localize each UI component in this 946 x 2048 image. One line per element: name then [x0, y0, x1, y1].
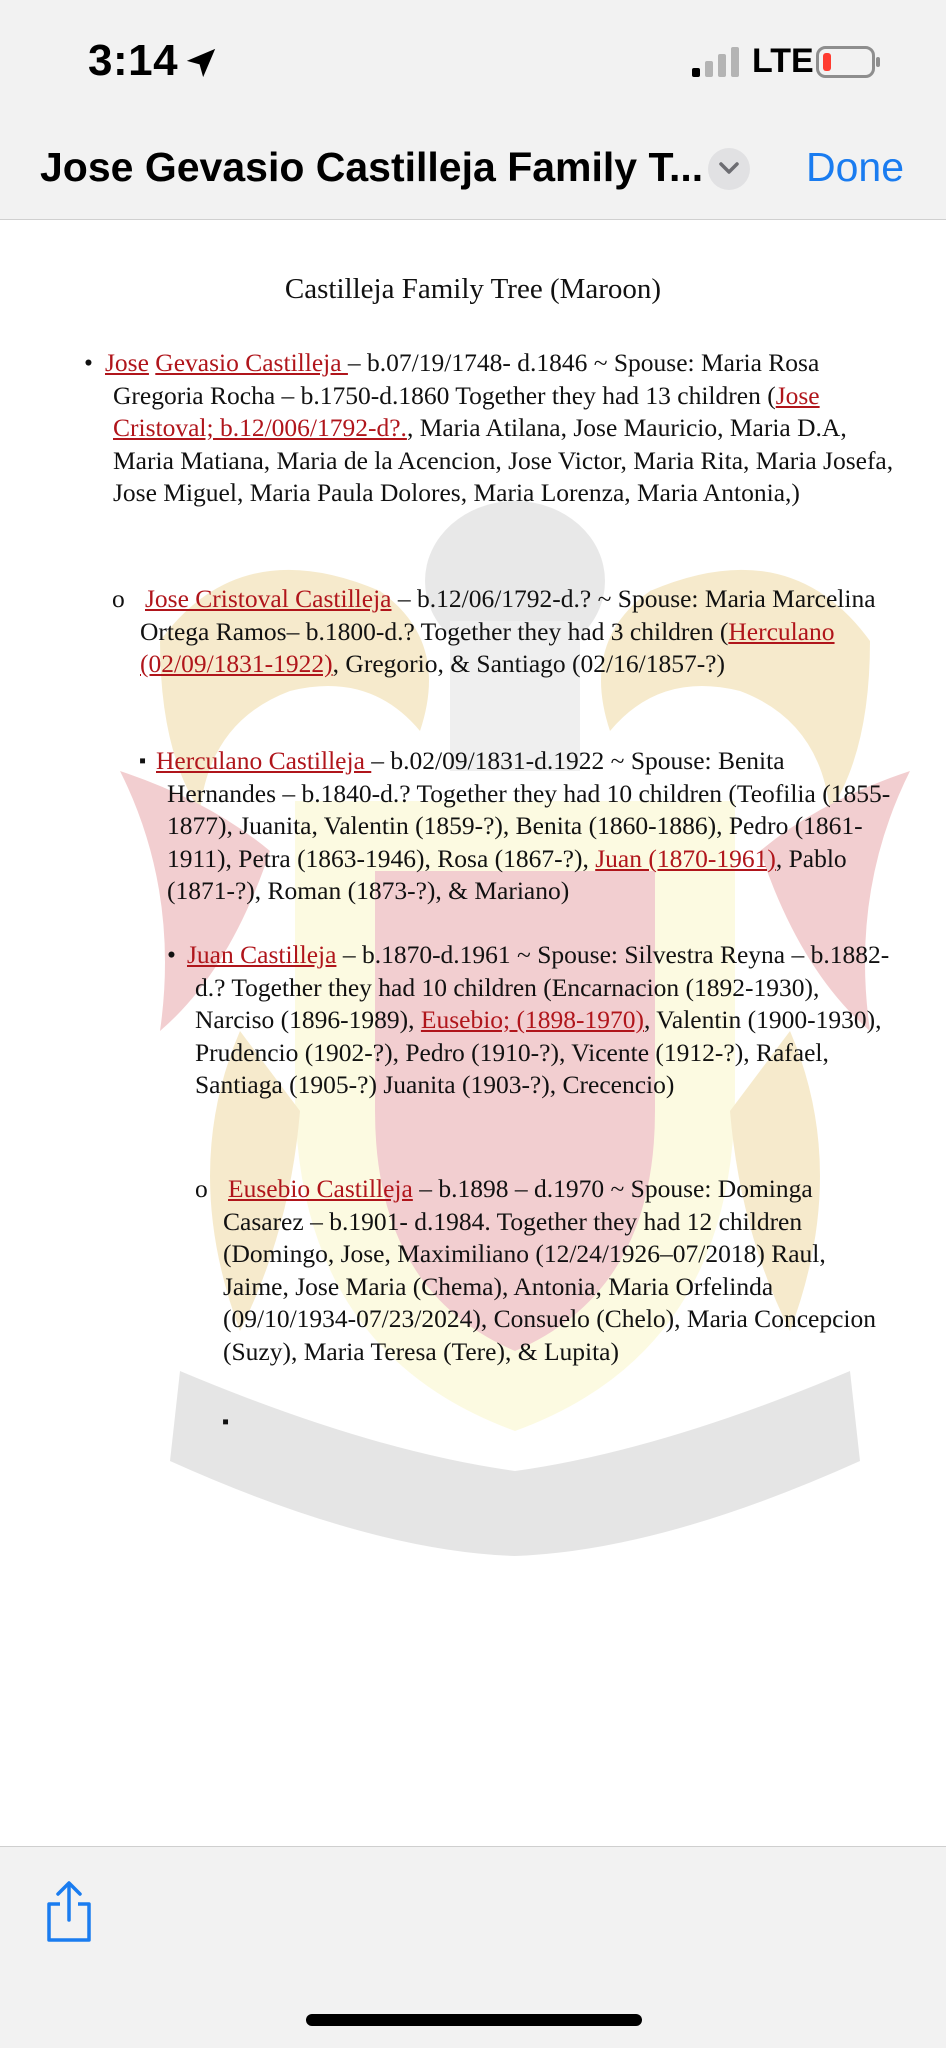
entry-text: , Pablo (1871-?), Roman (1873-?), & Mariano)	[167, 843, 847, 905]
entry-text: – b.02/09/1831-d.1922 ~ Spouse: Benita Hernandes – b.1840-d.? Together they had 10 children (Teofilia (1855-1877), Juanita, Valentin (1859-?), Benita (1860-1886), Pedro (1861-1911), Petra (1863-1946), Rosa (1867-?),	[167, 746, 891, 873]
chevron-down-icon	[718, 160, 740, 176]
doc-heading: Castilleja Family Tree (Maroon)	[284, 273, 662, 305]
entry-text: – b.07/19/1748- d.1846 ~ Spouse: Maria Rosa Gregoria Rocha – b.1750-d.1860 Together they had 13 children (	[113, 348, 820, 410]
location-arrow-icon	[184, 46, 218, 80]
entry-text: – b.1898 – d.1970 ~ Spouse: Dominga Casarez – b.1901- d.1984. Together they had 12 children (Domingo, Jose, Maximiliano (12/24/1926–07/2018) Raul, Jaime, Jose Maria (Chema), Antonia, Maria Orfelinda (09/10/1934-07/23/2024), Consuelo (Chelo), Maria Concepcion (Suzy), Maria Teresa (Tere), & Lupita)	[223, 1174, 876, 1366]
link-herculano[interactable]: Herculano (02/09/1831-1922)	[140, 616, 835, 678]
bullet-level-4: •	[167, 940, 176, 969]
battery-low-icon	[816, 46, 882, 78]
share-icon[interactable]	[44, 1880, 94, 1944]
link-gevasio-castilleja[interactable]: Gevasio Castilleja	[155, 348, 348, 377]
bullet-level-2: o	[112, 584, 125, 613]
document-view[interactable]	[0, 221, 946, 1846]
link-herculano-castilleja[interactable]: Herculano Castilleja	[156, 746, 372, 775]
status-time: 3:14	[88, 36, 179, 85]
link-jose-cristoval[interactable]: Jose Cristoval; b.12/006/1792-d?.	[113, 380, 820, 442]
link-eusebio[interactable]: Eusebio; (1898-1970)	[420, 1005, 644, 1034]
done-button[interactable]: Done	[806, 144, 905, 190]
document-title[interactable]: Jose Gevasio Castilleja Family T...	[40, 144, 704, 190]
entry-text: , Maria Atilana, Jose Mauricio, Maria D.A, Maria Matiana, Maria de la Acencion, Jose Victor, Maria Rita, Maria Josefa, Jose Miguel, Maria Paula Dolores, Maria Lorenza, Maria Antonia,)	[113, 413, 894, 507]
entry-text: – b.1870-d.1961 ~ Spouse: Silvestra Reyna – b.1882-d.? Together they had 10 children (Encarnacion (1892-1930), Narciso (1896-1989),	[195, 940, 890, 1034]
link-jose-cristoval-castilleja[interactable]: Jose Cristoval Castilleja	[145, 584, 392, 613]
signal-icon	[690, 46, 742, 78]
home-indicator[interactable]	[306, 2014, 642, 2026]
entry-jose-gevasio	[105, 347, 900, 510]
entry-text: , Gregorio, & Santiago (02/16/1857-?)	[332, 649, 725, 678]
link-juan[interactable]: Juan (1870-1961)	[595, 843, 776, 873]
link-eusebio-castilleja[interactable]: Eusebio Castilleja	[228, 1174, 413, 1203]
link-jose[interactable]: Jose	[105, 348, 149, 377]
network-type: LTE	[752, 42, 814, 80]
bullet-level-1: •	[84, 348, 93, 377]
bullet-level-3: ▪	[139, 750, 147, 772]
entry-herculano	[156, 745, 897, 908]
entry-juan	[187, 939, 895, 1102]
nav-header	[0, 130, 946, 220]
entry-text: , Valentin (1900-1930), Prudencio (1902-?), Pedro (1910-?), Vicente (1912-?), Rafael, Santiaga (1905-?) Juanita (1903-?), Crecencio)	[195, 1005, 882, 1099]
status-bar	[0, 0, 946, 130]
title-menu-button[interactable]	[708, 148, 750, 190]
bullet-level-6: ▪	[222, 1411, 230, 1433]
link-juan-castilleja[interactable]: Juan Castilleja	[187, 940, 337, 969]
entry-jose-cristoval	[140, 583, 898, 681]
entry-text: – b.12/06/1792-d.? ~ Spouse: Maria Marcelina Ortega Ramos– b.1800-d.? Together they had 3 children (	[140, 584, 876, 646]
bullet-level-5: o	[195, 1174, 208, 1203]
entry-eusebio	[223, 1173, 893, 1368]
